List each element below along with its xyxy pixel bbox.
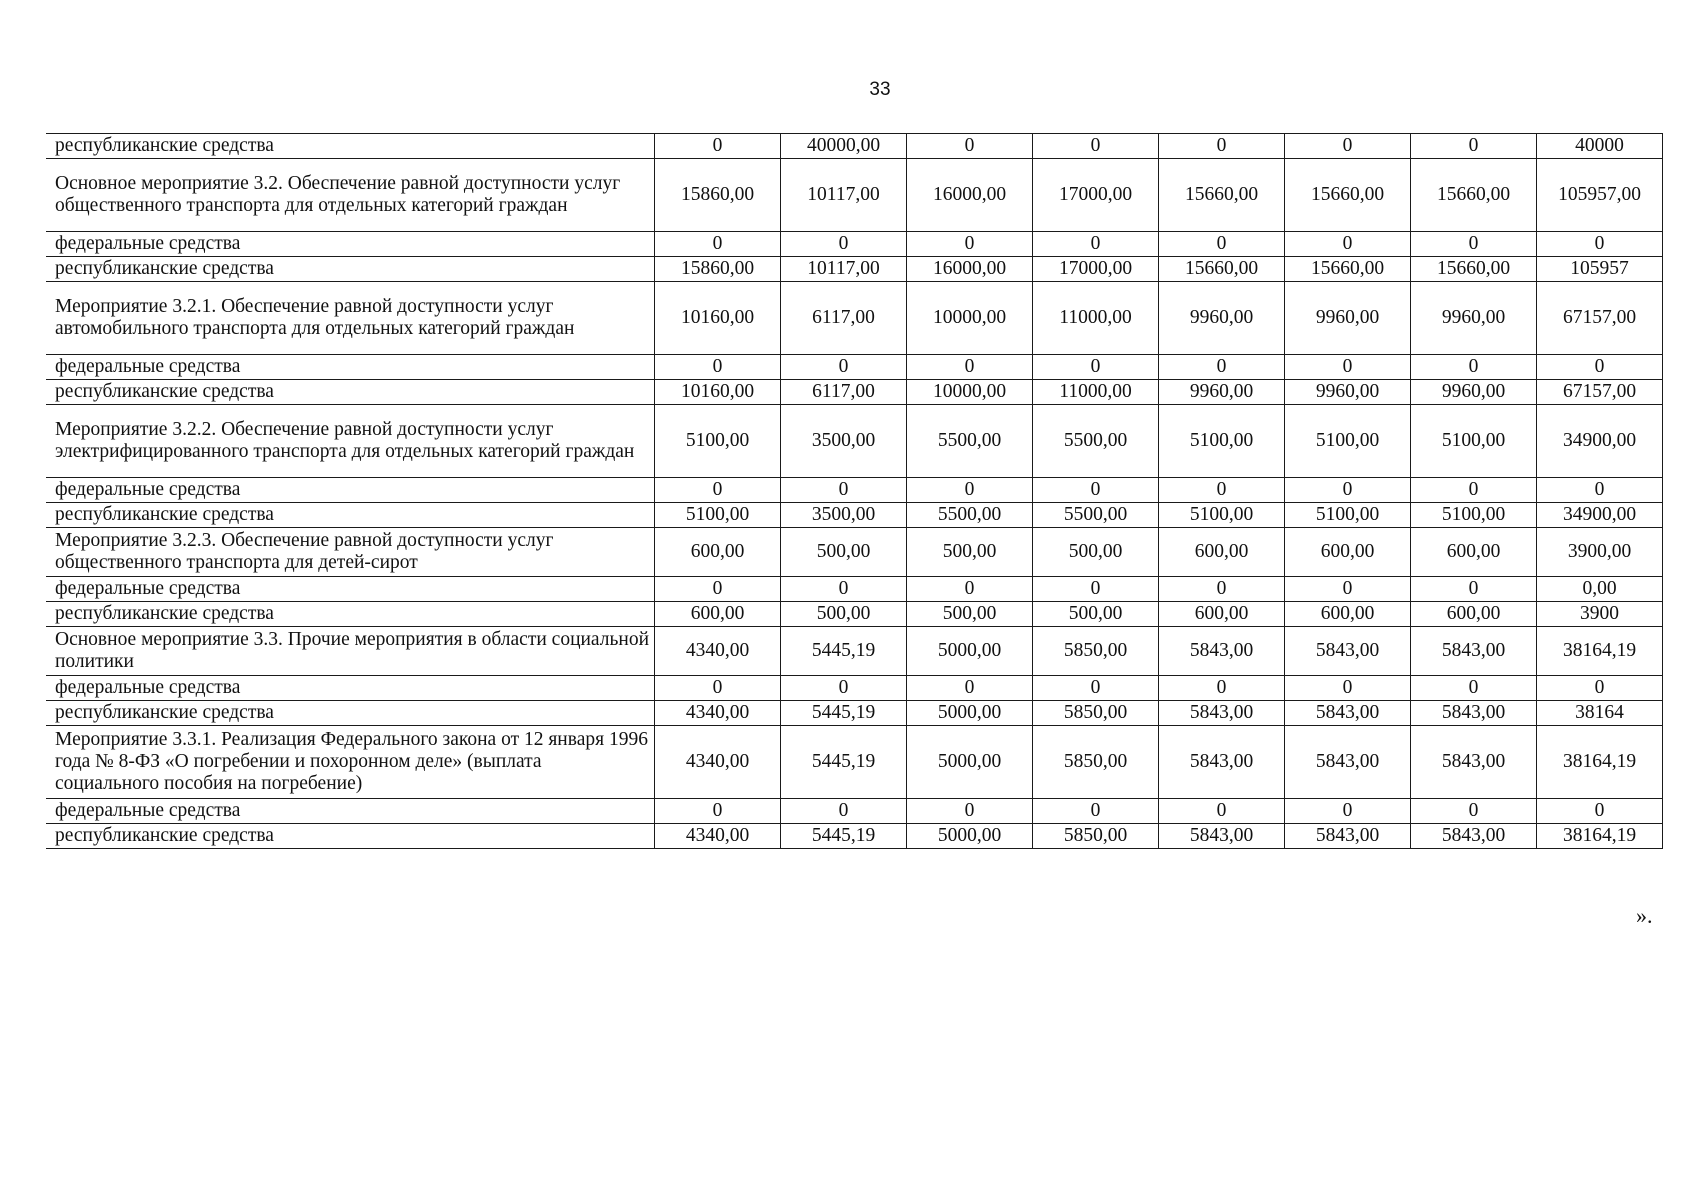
value-cell: 5000,00 [907, 701, 1033, 726]
value-cell: 11000,00 [1033, 282, 1159, 355]
value-cell: 0 [1285, 355, 1411, 380]
page-number: 33 [869, 79, 891, 100]
value-cell: 0 [781, 478, 907, 503]
value-cell: 17000,00 [1033, 257, 1159, 282]
value-cell: 5843,00 [1285, 701, 1411, 726]
value-cell: 5850,00 [1033, 726, 1159, 799]
value-cell: 5000,00 [907, 824, 1033, 849]
table-row [47, 380, 1663, 405]
value-cell: 0 [907, 478, 1033, 503]
value-cell: 0 [1285, 232, 1411, 257]
value-cell: 10117,00 [781, 159, 907, 232]
value-cell: 600,00 [655, 602, 781, 627]
value-cell: 0 [655, 232, 781, 257]
value-cell: 0 [1159, 232, 1285, 257]
value-cell: 67157,00 [1537, 380, 1663, 405]
value-cell: 0 [781, 232, 907, 257]
row-label: республиканские средства [47, 503, 655, 528]
value-cell: 500,00 [907, 528, 1033, 577]
value-cell: 5100,00 [1159, 503, 1285, 528]
value-cell: 105957 [1537, 257, 1663, 282]
value-cell: 5445,19 [781, 726, 907, 799]
value-cell: 5843,00 [1159, 701, 1285, 726]
value-cell: 40000,00 [781, 134, 907, 159]
table-row [47, 503, 1663, 528]
table-row [47, 134, 1663, 159]
value-cell: 0 [1537, 799, 1663, 824]
table-row [47, 232, 1663, 257]
row-label: республиканские средства [47, 257, 655, 282]
value-cell: 0 [1537, 676, 1663, 701]
table-row [47, 282, 1663, 355]
value-cell: 0 [655, 134, 781, 159]
value-cell: 5850,00 [1033, 627, 1159, 676]
value-cell: 5843,00 [1411, 726, 1537, 799]
value-cell: 5850,00 [1033, 824, 1159, 849]
value-cell: 40000 [1537, 134, 1663, 159]
table-row [47, 577, 1663, 602]
value-cell: 5100,00 [1411, 405, 1537, 478]
row-label: республиканские средства [47, 824, 655, 849]
row-label: республиканские средства [47, 134, 655, 159]
value-cell: 4340,00 [655, 701, 781, 726]
row-label: Мероприятие 3.2.2. Обеспечение равной доступности услуг электрифицированного транспорта для отдельных категорий граждан [47, 405, 655, 478]
value-cell: 600,00 [1411, 602, 1537, 627]
value-cell: 600,00 [1159, 602, 1285, 627]
value-cell: 5843,00 [1411, 824, 1537, 849]
value-cell: 3500,00 [781, 503, 907, 528]
value-cell: 0 [907, 799, 1033, 824]
value-cell: 0 [655, 478, 781, 503]
value-cell: 0 [1033, 232, 1159, 257]
value-cell: 0 [907, 134, 1033, 159]
value-cell: 0 [655, 577, 781, 602]
value-cell: 0 [655, 676, 781, 701]
value-cell: 0 [1159, 478, 1285, 503]
value-cell: 0 [781, 577, 907, 602]
value-cell: 10000,00 [907, 282, 1033, 355]
value-cell: 10117,00 [781, 257, 907, 282]
table-row [47, 676, 1663, 701]
value-cell: 0 [1285, 577, 1411, 602]
row-label: федеральные средства [47, 799, 655, 824]
table-row [47, 405, 1663, 478]
table-row [47, 159, 1663, 232]
value-cell: 500,00 [907, 602, 1033, 627]
row-label: Мероприятие 3.2.3. Обеспечение равной доступности услуг общественного транспорта для детей-сирот [47, 528, 655, 577]
value-cell: 15660,00 [1159, 257, 1285, 282]
value-cell: 9960,00 [1159, 380, 1285, 405]
value-cell: 5843,00 [1411, 701, 1537, 726]
value-cell: 10160,00 [655, 380, 781, 405]
value-cell: 6117,00 [781, 282, 907, 355]
value-cell: 15660,00 [1411, 159, 1537, 232]
value-cell: 38164,19 [1537, 726, 1663, 799]
closing-quote: ». [1636, 903, 1653, 928]
table-row [47, 799, 1663, 824]
value-cell: 0 [1411, 134, 1537, 159]
value-cell: 0 [1537, 232, 1663, 257]
value-cell: 5843,00 [1285, 627, 1411, 676]
value-cell: 15660,00 [1411, 257, 1537, 282]
value-cell: 5500,00 [1033, 503, 1159, 528]
value-cell: 34900,00 [1537, 503, 1663, 528]
value-cell: 15860,00 [655, 159, 781, 232]
table-row [47, 701, 1663, 726]
value-cell: 5500,00 [907, 405, 1033, 478]
budget-table [46, 133, 1663, 849]
value-cell: 5445,19 [781, 701, 907, 726]
value-cell: 11000,00 [1033, 380, 1159, 405]
value-cell: 0 [1159, 134, 1285, 159]
value-cell: 0 [1411, 577, 1537, 602]
value-cell: 0 [1033, 799, 1159, 824]
value-cell: 500,00 [781, 602, 907, 627]
table-row [47, 627, 1663, 676]
value-cell: 15860,00 [655, 257, 781, 282]
value-cell: 5000,00 [907, 627, 1033, 676]
value-cell: 5445,19 [781, 627, 907, 676]
value-cell: 5100,00 [655, 405, 781, 478]
value-cell: 5500,00 [1033, 405, 1159, 478]
value-cell: 9960,00 [1411, 282, 1537, 355]
value-cell: 500,00 [1033, 602, 1159, 627]
row-label: Основное мероприятие 3.3. Прочие мероприятия в области социальной политики [47, 627, 655, 676]
value-cell: 0 [781, 676, 907, 701]
value-cell: 0 [1285, 676, 1411, 701]
value-cell: 5100,00 [1411, 503, 1537, 528]
value-cell: 5843,00 [1159, 726, 1285, 799]
value-cell: 0 [1159, 355, 1285, 380]
value-cell: 0 [907, 676, 1033, 701]
value-cell: 0 [1411, 478, 1537, 503]
value-cell: 3500,00 [781, 405, 907, 478]
value-cell: 0 [1285, 134, 1411, 159]
row-label: федеральные средства [47, 232, 655, 257]
value-cell: 9960,00 [1285, 380, 1411, 405]
table-body [47, 134, 1663, 849]
value-cell: 0 [1537, 478, 1663, 503]
value-cell: 0 [1033, 134, 1159, 159]
value-cell: 4340,00 [655, 726, 781, 799]
table-row [47, 257, 1663, 282]
table-row [47, 824, 1663, 849]
value-cell: 5843,00 [1411, 627, 1537, 676]
value-cell: 0 [655, 799, 781, 824]
value-cell: 10160,00 [655, 282, 781, 355]
value-cell: 16000,00 [907, 257, 1033, 282]
row-label: федеральные средства [47, 355, 655, 380]
value-cell: 15660,00 [1285, 159, 1411, 232]
value-cell: 5100,00 [655, 503, 781, 528]
value-cell: 500,00 [1033, 528, 1159, 577]
row-label: Мероприятие 3.3.1. Реализация Федерального закона от 12 января 1996 года № 8-ФЗ «О погребении и похоронном деле» (выплата социального пособия на погребение) [47, 726, 655, 799]
row-label: республиканские средства [47, 701, 655, 726]
value-cell: 0 [1033, 577, 1159, 602]
value-cell: 600,00 [1285, 528, 1411, 577]
value-cell: 9960,00 [1285, 282, 1411, 355]
value-cell: 15660,00 [1159, 159, 1285, 232]
value-cell: 10000,00 [907, 380, 1033, 405]
value-cell: 0 [1033, 478, 1159, 503]
value-cell: 16000,00 [907, 159, 1033, 232]
value-cell: 5843,00 [1285, 824, 1411, 849]
value-cell: 38164,19 [1537, 627, 1663, 676]
value-cell: 0 [1285, 799, 1411, 824]
value-cell: 5500,00 [907, 503, 1033, 528]
value-cell: 0 [1033, 355, 1159, 380]
value-cell: 5100,00 [1285, 405, 1411, 478]
value-cell: 4340,00 [655, 824, 781, 849]
value-cell: 600,00 [1159, 528, 1285, 577]
value-cell: 4340,00 [655, 627, 781, 676]
value-cell: 0,00 [1537, 577, 1663, 602]
value-cell: 38164,19 [1537, 824, 1663, 849]
table-row [47, 602, 1663, 627]
value-cell: 9960,00 [1159, 282, 1285, 355]
value-cell: 0 [781, 355, 907, 380]
value-cell: 0 [1159, 676, 1285, 701]
value-cell: 5843,00 [1285, 726, 1411, 799]
value-cell: 5843,00 [1159, 824, 1285, 849]
value-cell: 0 [1159, 577, 1285, 602]
value-cell: 5445,19 [781, 824, 907, 849]
value-cell: 38164 [1537, 701, 1663, 726]
row-label: Мероприятие 3.2.1. Обеспечение равной доступности услуг автомобильного транспорта для отдельных категорий граждан [47, 282, 655, 355]
value-cell: 5100,00 [1285, 503, 1411, 528]
value-cell: 0 [907, 355, 1033, 380]
value-cell: 34900,00 [1537, 405, 1663, 478]
value-cell: 105957,00 [1537, 159, 1663, 232]
value-cell: 0 [1159, 799, 1285, 824]
value-cell: 0 [907, 232, 1033, 257]
value-cell: 5100,00 [1159, 405, 1285, 478]
value-cell: 600,00 [655, 528, 781, 577]
value-cell: 500,00 [781, 528, 907, 577]
row-label: федеральные средства [47, 676, 655, 701]
value-cell: 9960,00 [1411, 380, 1537, 405]
table-row [47, 355, 1663, 380]
value-cell: 3900,00 [1537, 528, 1663, 577]
value-cell: 67157,00 [1537, 282, 1663, 355]
value-cell: 600,00 [1411, 528, 1537, 577]
row-label: республиканские средства [47, 602, 655, 627]
value-cell: 0 [781, 799, 907, 824]
value-cell: 0 [1285, 478, 1411, 503]
row-label: Основное мероприятие 3.2. Обеспечение равной доступности услуг общественного транспорта для отдельных категорий граждан [47, 159, 655, 232]
value-cell: 0 [1411, 232, 1537, 257]
value-cell: 0 [1033, 676, 1159, 701]
value-cell: 0 [655, 355, 781, 380]
value-cell: 0 [907, 577, 1033, 602]
row-label: республиканские средства [47, 380, 655, 405]
row-label: федеральные средства [47, 577, 655, 602]
value-cell: 0 [1411, 799, 1537, 824]
value-cell: 17000,00 [1033, 159, 1159, 232]
value-cell: 5000,00 [907, 726, 1033, 799]
table-row [47, 528, 1663, 577]
value-cell: 6117,00 [781, 380, 907, 405]
value-cell: 5850,00 [1033, 701, 1159, 726]
value-cell: 5843,00 [1159, 627, 1285, 676]
table-row [47, 726, 1663, 799]
value-cell: 15660,00 [1285, 257, 1411, 282]
row-label: федеральные средства [47, 478, 655, 503]
value-cell: 0 [1411, 676, 1537, 701]
value-cell: 3900 [1537, 602, 1663, 627]
value-cell: 600,00 [1285, 602, 1411, 627]
value-cell: 0 [1411, 355, 1537, 380]
value-cell: 0 [1537, 355, 1663, 380]
table-row [47, 478, 1663, 503]
